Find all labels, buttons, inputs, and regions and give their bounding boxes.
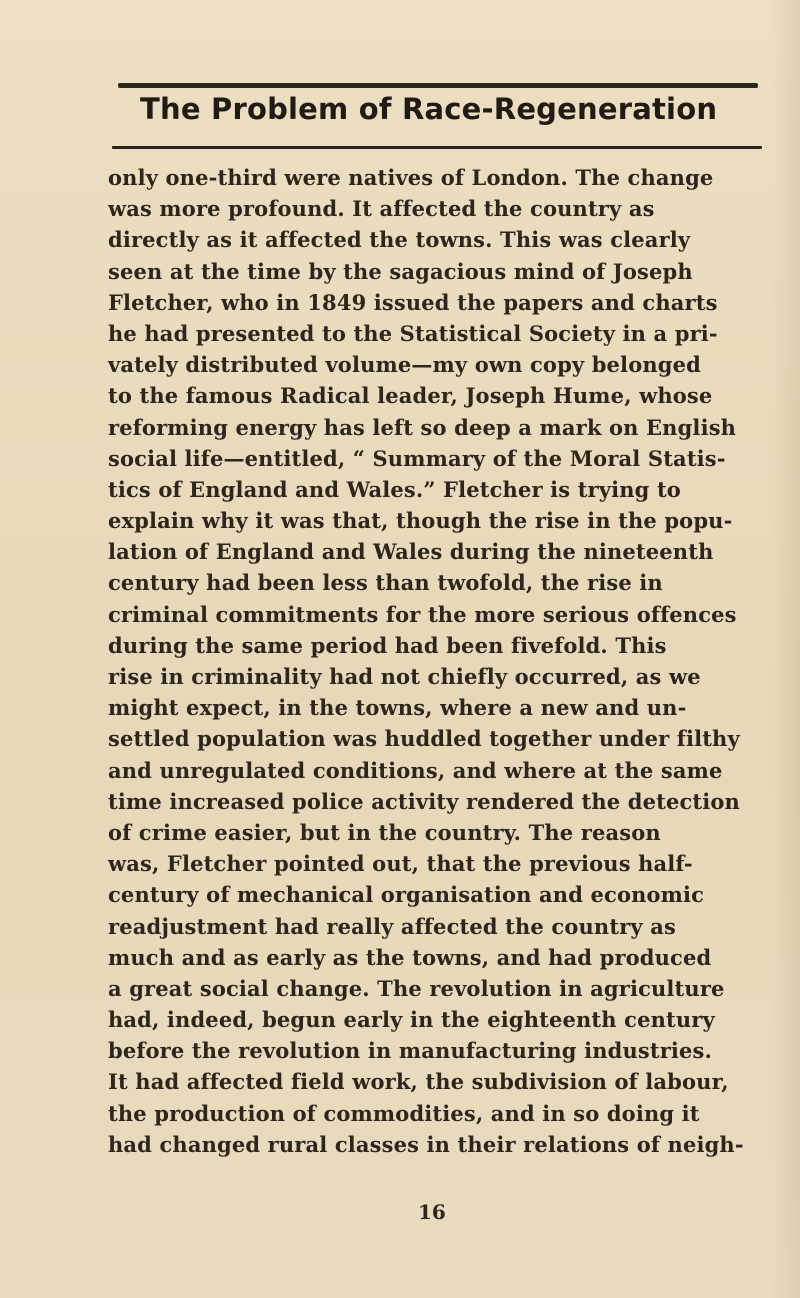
text-line: during the same period had been fivefold. This [108,632,667,658]
body-text [108,162,768,1160]
text-line: had, indeed, begun early in the eighteenth century [108,1007,715,1033]
text-line: had changed rural classes in their relations of neigh- [108,1131,744,1157]
text-line: century had been less than twofold, the rise in [108,570,663,596]
text-line: was more profound. It affected the country as [108,196,655,222]
text-line: readjustment had really affected the country as [108,913,676,939]
text-line: might expect, in the towns, where a new and un- [108,695,687,721]
text-line: a great social change. The revolution in agriculture [108,975,725,1001]
text-line: directly as it affected the towns. This was clearly [108,227,691,253]
text-line: time increased police activity rendered the detection [108,788,740,814]
page-edge-shadow [772,0,800,1298]
page-number: 16 [418,1200,446,1224]
text-line: vately distributed volume—my own copy belonged [108,352,701,378]
text-line: and unregulated conditions, and where at the same [108,757,723,783]
text-line: to the famous Radical leader, Joseph Hume, whose [108,383,713,409]
text-line: rise in criminality had not chiefly occurred, as we [108,664,701,689]
running-header-title: The Problem of Race-Regeneration [140,92,718,126]
text-line: much and as early as the towns, and had produced [108,944,712,970]
text-line: was, Fletcher pointed out, that the previous half- [108,851,693,877]
text-line: reforming energy has left so deep a mark on English [108,414,737,440]
text-line: explain why it was that, though the rise in the popu- [108,508,733,534]
text-line: It had affected field work, the subdivision of labour, [108,1069,729,1095]
text-line: seen at the time by the sagacious mind of Joseph [108,258,693,284]
header-rule-bottom [112,146,762,149]
text-line: criminal commitments for the more serious offences [108,601,737,627]
text-line: before the revolution in manufacturing industries. [108,1038,712,1064]
text-line: social life—entitled, “ Summary of the Moral Statis- [108,445,726,471]
text-line: Fletcher, who in 1849 issued the papers and charts [108,289,718,315]
text-line: he had presented to the Statistical Society in a pri- [108,320,718,346]
text-line: the production of commodities, and in so doing it [108,1100,700,1126]
text-line: lation of England and Wales during the nineteenth [108,539,714,565]
header-rule-top [118,83,758,88]
text-line: century of mechanical organisation and economic [108,882,705,908]
text-line: of crime easier, but in the country. The reason [108,819,661,845]
text-line: settled population was huddled together under filthy [108,726,740,752]
text-line: only one-third were natives of London. The change [108,165,714,190]
text-line: tics of England and Wales.” Fletcher is trying to [108,476,681,502]
